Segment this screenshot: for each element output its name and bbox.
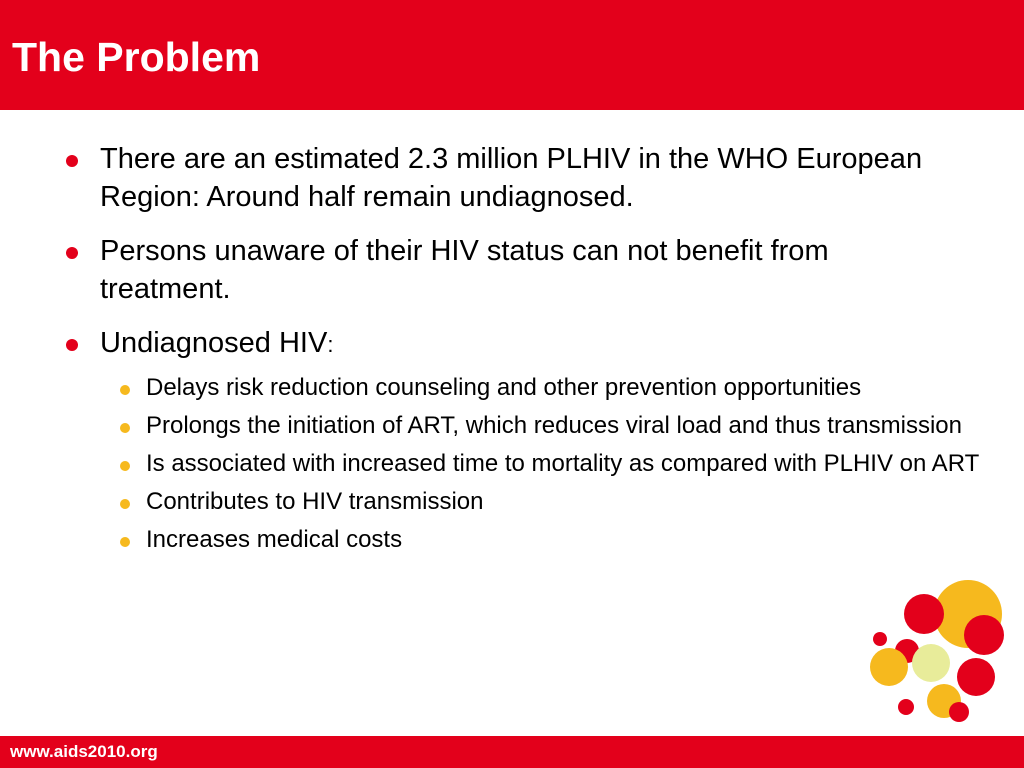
sub-bullet-text: Delays risk reduction counseling and other prevention opportunities: [146, 374, 862, 401]
sub-bullet-dot-icon: [120, 461, 130, 471]
bullet-text: There are an estimated 2.3 million PLHIV in the WHO European Region: Around half remain undiagnosed.: [100, 143, 923, 213]
sub-bullet-item: [146, 410, 1006, 441]
bullet-item: [60, 324, 960, 364]
footer-bar: [0, 736, 1024, 768]
bullet-dot-icon: [66, 247, 78, 259]
bullet-dot-icon: [66, 155, 78, 167]
bullet-suffix: :: [327, 332, 334, 357]
bullet-dot-icon: [66, 339, 78, 351]
circles-logo-icon: [860, 570, 1024, 736]
sub-bullet-dot-icon: [120, 537, 130, 547]
sub-bullet-text: Prolongs the initiation of ART, which reduces viral load and thus transmission: [146, 412, 962, 439]
sub-bullet-item: [146, 524, 1006, 555]
sub-bullet-text: Is associated with increased time to mortality as compared with PLHIV on ART: [146, 450, 980, 477]
sub-bullet-item: [146, 372, 1006, 403]
sub-bullet-dot-icon: [120, 385, 130, 395]
title-bar: [0, 0, 1024, 110]
sub-bullet-dot-icon: [120, 499, 130, 509]
bullet-item: [60, 232, 960, 308]
sub-bullet-item: [146, 448, 1006, 479]
sub-bullet-dot-icon: [120, 423, 130, 433]
sub-bullet-text: Increases medical costs: [146, 526, 403, 553]
slide-title: The Problem: [12, 34, 261, 80]
sub-bullet-item: [146, 486, 1006, 517]
bullet-text: Undiagnosed HIV: [100, 327, 328, 359]
bullet-list: [60, 140, 960, 368]
footer-url-link[interactable]: www.aids2010.org: [10, 742, 158, 761]
bullet-text: Persons unaware of their HIV status can not benefit from treatment.: [100, 235, 829, 305]
bullet-item: [60, 140, 960, 216]
sub-bullet-text: Contributes to HIV transmission: [146, 488, 484, 515]
sub-bullet-list: [60, 372, 1006, 562]
